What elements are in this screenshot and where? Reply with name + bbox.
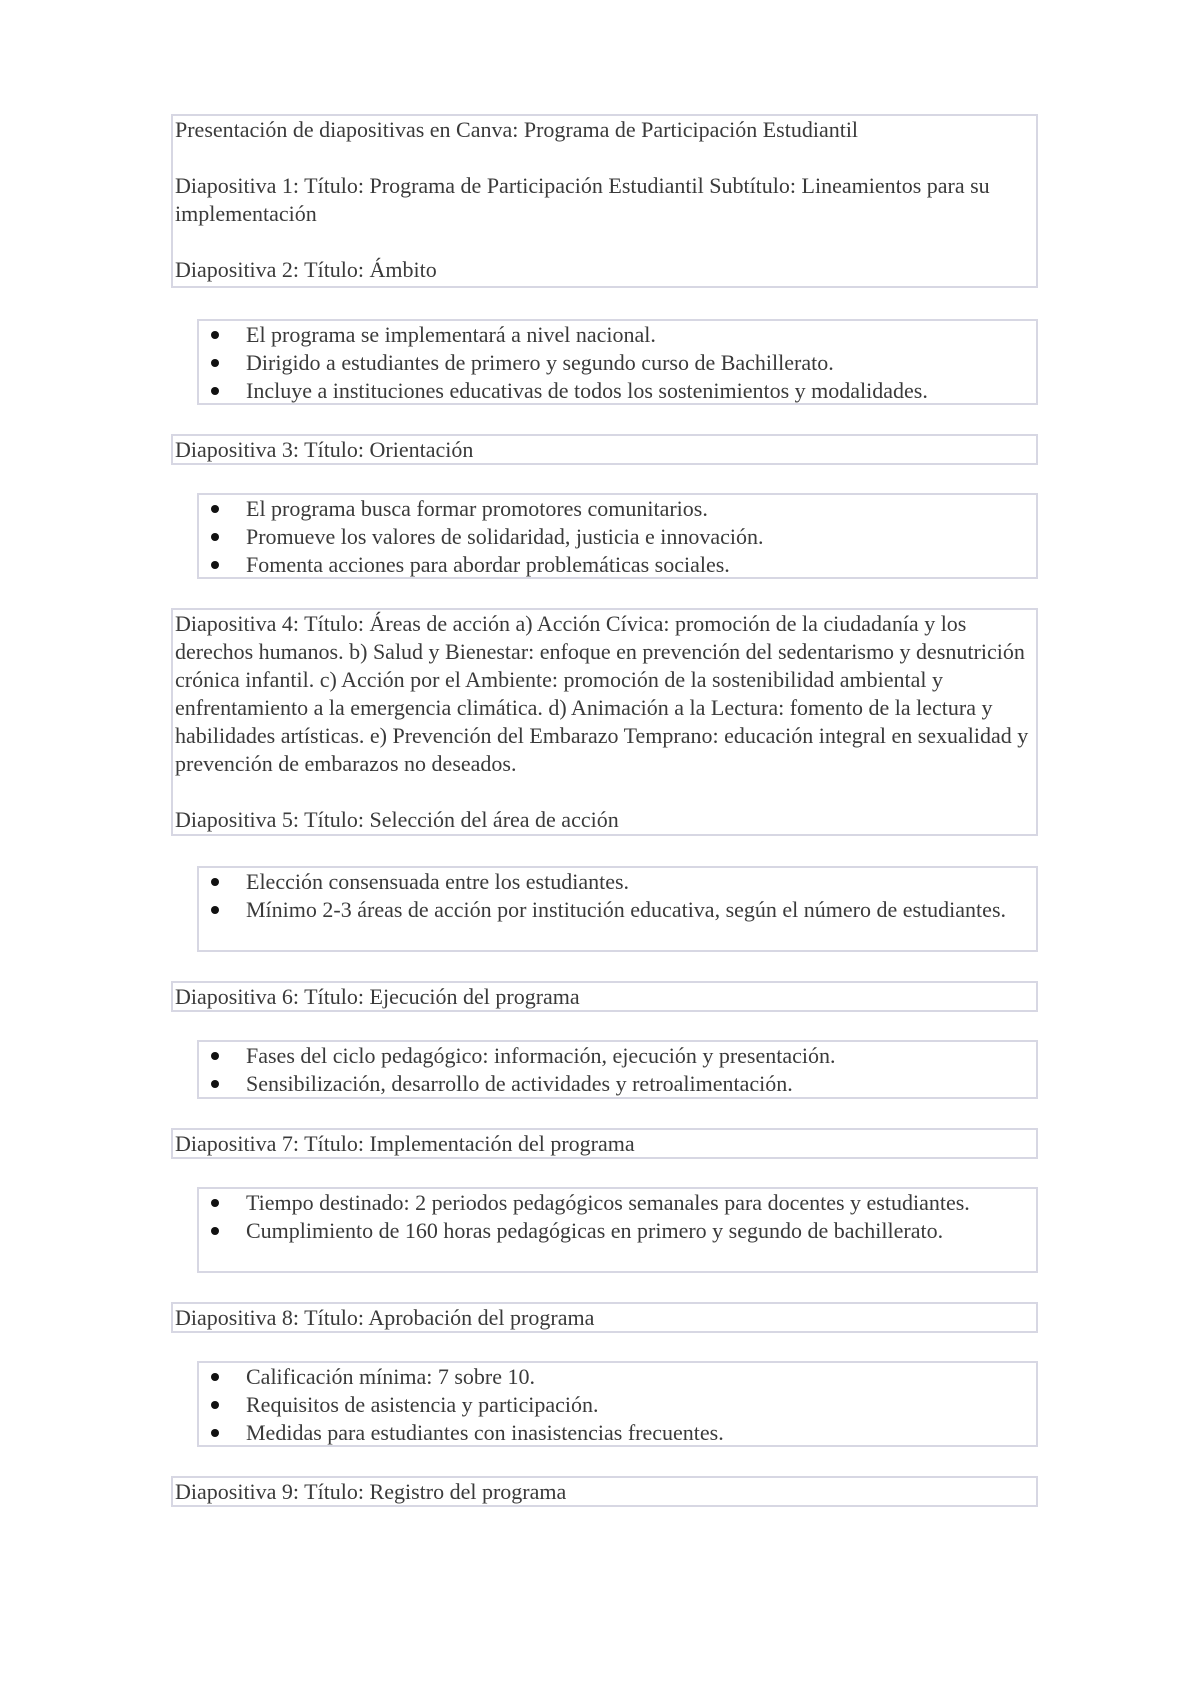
bullet-icon — [211, 1401, 219, 1409]
slide-9-title-block — [171, 1476, 1038, 1507]
list-item: El programa busca formar promotores comunitarios. — [199, 495, 1030, 523]
list-item: Requisitos de asistencia y participación. — [199, 1391, 1030, 1419]
bullet-icon — [211, 533, 219, 541]
slide-5-title: Diapositiva 5: Título: Selección del área de acción — [175, 807, 619, 832]
bullet-icon — [211, 505, 219, 513]
bullet-icon — [211, 387, 219, 395]
slide-4-block — [171, 608, 1038, 836]
slide-1-text: Diapositiva 1: Título: Programa de Participación Estudiantil Subtítulo: Lineamientos para su implementación — [175, 173, 990, 226]
list-item: Mínimo 2-3 áreas de acción por institución educativa, según el número de estudiantes. — [199, 896, 1030, 924]
slide-5-list — [197, 866, 1038, 952]
bullet-icon — [211, 561, 219, 569]
bullet-icon — [211, 1429, 219, 1437]
document-heading: Presentación de diapositivas en Canva: Programa de Participación Estudiantil — [175, 117, 859, 142]
list-item: Incluye a instituciones educativas de todos los sostenimientos y modalidades. — [199, 377, 1030, 405]
slide-7-list — [197, 1187, 1038, 1273]
slide-6-title: Diapositiva 6: Título: Ejecución del programa — [175, 984, 580, 1009]
bullet-icon — [211, 1199, 219, 1207]
list-item: Dirigido a estudiantes de primero y segundo curso de Bachillerato. — [199, 349, 1030, 377]
bullet-icon — [211, 1080, 219, 1088]
bullet-icon — [211, 906, 219, 914]
bullet-icon — [211, 878, 219, 886]
slide-6-list — [197, 1040, 1038, 1099]
list-item: Calificación mínima: 7 sobre 10. — [199, 1363, 1030, 1391]
slide-3-title-block — [171, 434, 1038, 465]
intro-block — [171, 114, 1038, 288]
list-item: Elección consensuada entre los estudiantes. — [199, 868, 1030, 896]
bullet-icon — [211, 359, 219, 367]
list-item: Medidas para estudiantes con inasistencias frecuentes. — [199, 1419, 1030, 1447]
bullet-icon — [211, 1373, 219, 1381]
slide-9-title: Diapositiva 9: Título: Registro del programa — [175, 1479, 567, 1504]
slide-8-title: Diapositiva 8: Título: Aprobación del programa — [175, 1305, 595, 1330]
slide-7-title: Diapositiva 7: Título: Implementación del programa — [175, 1131, 635, 1156]
slide-8-title-block — [171, 1302, 1038, 1333]
bullet-icon — [211, 1052, 219, 1060]
list-item: Sensibilización, desarrollo de actividades y retroalimentación. — [199, 1070, 1030, 1098]
slide-6-title-block — [171, 981, 1038, 1012]
list-item: Tiempo destinado: 2 periodos pedagógicos semanales para docentes y estudiantes. — [199, 1189, 1030, 1217]
list-item: Fomenta acciones para abordar problemáticas sociales. — [199, 551, 1030, 579]
slide-3-list — [197, 493, 1038, 579]
list-item: El programa se implementará a nivel nacional. — [199, 321, 1030, 349]
list-item: Promueve los valores de solidaridad, justicia e innovación. — [199, 523, 1030, 551]
slide-2-title: Diapositiva 2: Título: Ámbito — [175, 257, 437, 282]
slide-4-text: Diapositiva 4: Título: Áreas de acción a) Acción Cívica: promoción de la ciudadanía y los derechos humanos. b) Salud y Bienestar: enfoque en prevención del sedentarismo y desnutrición crónica infantil. c) Acción por el Ambiente: promoción de la sostenibilidad ambiental y enfrentamiento a la emergencia climática. d) Animación a la Lectura: fomento de la lectura y habilidades artísticas. e) Prevención del Embarazo Temprano: educación integral en sexualidad y prevención de embarazos no deseados. — [175, 611, 1029, 776]
slide-3-title: Diapositiva 3: Título: Orientación — [175, 437, 474, 462]
slide-7-title-block — [171, 1128, 1038, 1159]
bullet-icon — [211, 331, 219, 339]
list-item: Fases del ciclo pedagógico: información, ejecución y presentación. — [199, 1042, 1030, 1070]
slide-8-list — [197, 1361, 1038, 1447]
bullet-icon — [211, 1227, 219, 1235]
slide-2-list — [197, 319, 1038, 405]
list-item: Cumplimiento de 160 horas pedagógicas en primero y segundo de bachillerato. — [199, 1217, 1030, 1245]
